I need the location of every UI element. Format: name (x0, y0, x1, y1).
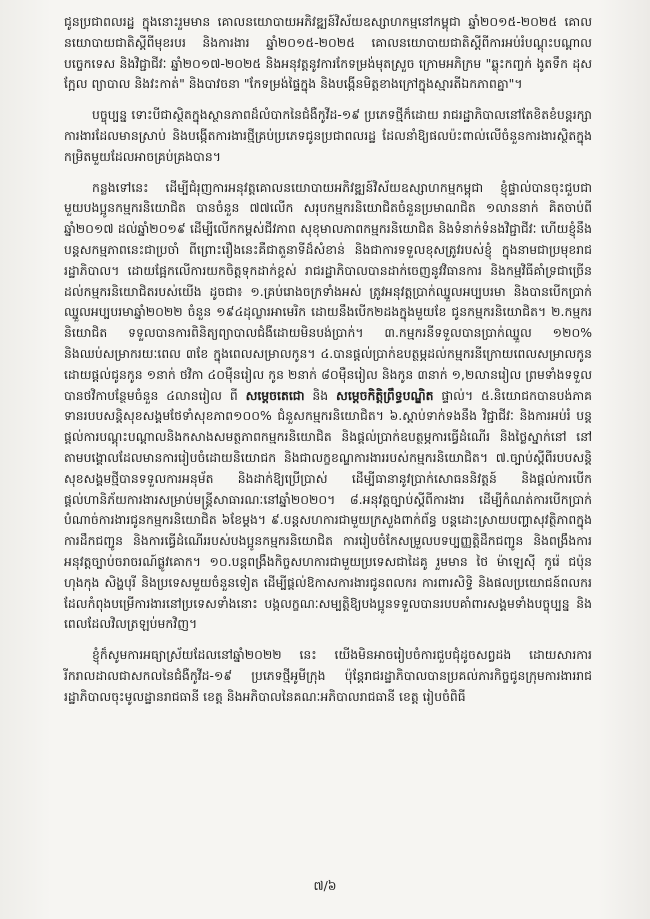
paragraph-4: ខ្ញុំក៏សូមការអធ្យាស្រ័យដែលនៅឆ្នាំ២០២២ នេះ យើងមិនអាចរៀបចំការជួបជុំដូចសព្វដង ដោយសារការរីករាលដាលជាសកលនៃជំងឺកូវីដ-១៩ ប្រភេទថ្មីអូមីក្រុង ប៉ុន្តែរាជរដ្ឋាភិបាលបានប្រគល់ភារកិច្ចជូនក្រុមការងាររាជរដ្ឋាភិបាលចុះមូលដ្ឋានរាជធានី ខេត្ត និងអភិបាលនៃគណៈអភិបាលរាជធានី ខេត្ត រៀបចំពិធី (64, 647, 592, 704)
paragraph-2: បច្ចុប្បន្ន ទោះបីជាស្ថិតក្នុងស្ថានភាពដ៏លំបាកនៃជំងឺកូវីដ-១៩ ប្រភេទថ្មីក៏ដោយ រាជរដ្ឋាភិបាលនៅតែខិតខំបន្តរក្សាការងារដែលមានស្រាប់ និងបង្កើតការងារថ្មីគ្រប់ប្រភេទជូនប្រជាពលរដ្ឋ ដែលនាំឱ្យផលប៉ះពាល់លើចំនួនការងារស្ថិតក្នុងកម្រិតមួយដែលអាចគ្រប់គ្រងបាន។ (64, 107, 592, 164)
document-body (64, 12, 592, 708)
paragraph-1: ជូនប្រជាពលរដ្ឋ ក្នុងនោះរួមមាន គោលនយោបាយអភិវឌ្ឍន៍វិស័យឧស្សាហកម្មនៅកម្ពុជា ឆ្នាំ២០១៥-២០២៥ គោលនយោបាយជាតិស្តីពីមុខរបរ និងការងារ ឆ្នាំ២០១៥-២០២៥ គោលនយោបាយជាតិស្តីពីការអប់រំបណ្តុះបណ្តាលបច្ចេកទេស និងវិជ្ជាជីវៈ ឆ្នាំ២០១៧-២០២៥ និងអនុវត្តនូវការកែទម្រង់មុតស្រួច ក្រោមអភិក្រម "ឆ្លុះកញ្ចក់ ងូតទឹក ដុសក្អែល ព្យាបាល និងវះកាត់" និងបាវចនា "កែទម្រង់ផ្ទៃក្នុង និងបង្កើនមិត្តខាងក្រៅក្នុងស្មារតីឯកភាពគ្នា"។ (64, 14, 592, 92)
honorific-techo: សម្តេចតេជោ (245, 387, 305, 403)
paragraph-3-text: កន្លងទៅនេះ ដើម្បីជំរុញការអនុវត្តគោលនយោបាយអភិវឌ្ឍន៍វិស័យឧស្សាហកម្មកម្ពុជា ខ្ញុំផ្ទាល់បានចុះជួបជាមួយបងប្អូនកម្មករនិយោជិត បានចំនួន ៧៧លើក សរុបកម្មករនិយោជិតចំនួនប្រមាណជិត ១លាននាក់ គិតចាប់ពីឆ្នាំ២០១៧ ដល់ឆ្នាំ២០១៩ ដើម្បីលើកកម្ពស់ជីវភាព សុខុមាលភាពកម្មករនិយោជិត និងទំនាក់ទំនងវិជ្ជាជីវៈ ហើយខ្ញុំនឹងបន្តសកម្មភាពនេះជាប្រចាំ ពីព្រោះរឿងនេះគឺជាតួនាទីដ៏សំខាន់ និងជាការទទួលខុសត្រូវរបស់ខ្ញុំ ក្នុងនាមជាប្រមុខរាជរដ្ឋាភិបាល។ ដោយផ្អែកលើការយកចិត្តទុកដាក់ខ្ពស់ រាជរដ្ឋាភិបាលបានដាក់ចេញនូវវិធានការ និងកម្មវិធីគាំទ្រជាច្រើនដល់កម្មករនិយោជិតរបស់យើង ដូចជា៖ ១.គ្រប់រោងចក្រទាំងអស់ ត្រូវអនុវត្តប្រាក់ឈ្នួលអប្បបរមា និងបានបើកប្រាក់ឈ្នួលអប្បបរមាឆ្នាំ២០២២ ចំនួន ១៩៤ដុល្លារអាមេរិក ដោយនឹងបើក២ដងក្នុងមួយខែ ជូនកម្មករនិយោជិត។ ២.កម្មករនិយោជិត ទទួលបានការពិនិត្យព្យាបាលជំងឺដោយមិនបង់ប្រាក់។ ៣.កម្មករនីទទួលបានប្រាក់ឈ្នួល ១២០% និងឈប់សម្រាករយៈពេល ៣ខែ ក្នុងពេលសម្រាលកូន។ ៤.បានផ្តល់ប្រាក់ឧបត្ថម្ភដល់កម្មករនីក្រោយពេលសម្រាលកូន ដោយផ្តល់ជូនកូន ១នាក់ ថវិកា ៤០ម៉ឺនរៀល កូន ២នាក់ ៨០ម៉ឺនរៀល និងកូន ៣នាក់ ១,២លានរៀល ព្រមទាំងទទួលបានថវិកាបន្ថែមចំនួន ៤លានរៀល ពី (64, 179, 592, 403)
page-number: ៧/៦ (313, 878, 337, 893)
paragraph-3 (64, 178, 592, 636)
paragraph-3-continuation: ផ្ទាល់។ ៥.និយោជកបានបង់ភាគទានរបបសន្តិសុខសង្គមថែទាំសុខភាព១០០% ជំនួសកម្មករនិយោជិត។ ៦.ស្តាប់ទាក់ទងនឹង វិជ្ជាជីវៈ និងការអប់រំ បន្តផ្តល់ការបណ្តុះបណ្តាលនិងកសាងសមត្ថភាពកម្មករនិយោជិត និងផ្តល់ប្រាក់ឧបត្ថម្ភការធ្វើដំណើរ និងថ្លៃស្នាក់នៅ នៅតាមបង្គោលដែលមានការរៀបចំដោយនិយោជក និងជាលក្ខខណ្ឌការងាររបស់កម្មករនិយោជិត។ ៧.ច្បាប់ស្តីពីរបបសន្តិសុខសង្គមថ្មីបានទទួលការអនុម័ត និងដាក់ឱ្យប្រើប្រាស់ ដើម្បីធានានូវប្រាក់សោធននិវត្តន៍ និងផ្តល់ការបើកផ្តល់ហានិភ័យការងារសម្រាប់មន្ត្រីសាធារណៈនៅឆ្នាំ២០២០។ ៨.អនុវត្តច្បាប់ស្តីពីការងារ ដើម្បីកំណត់ការបើកប្រាក់បំណាច់ការងារជូនកម្មករនិយោជិត ៦ខែម្តង។ ៩.បន្តសហការជាមួយក្រសួងពាក់ព័ន្ធ បន្តដោះស្រាយបញ្ហាសុវត្ថិភាពក្នុងការដឹកជញ្ជូន និងការធ្វើដំណើររបស់បងប្អូនកម្មករនិយោជិត ការរៀបចំកែសម្រួលបទប្បញ្ញត្តិដឹកជញ្ជូន និងពង្រឹងការអនុវត្តច្បាប់ចរាចរណ៍ផ្លូវគោក។ ១០.បន្តពង្រឹងកិច្ចសហការជាមួយប្រទេសជាដៃគូ រួមមាន ថៃ ម៉ាឡេស៊ី កូរ៉េ ជប៉ុន ហុងកុង សិង្ហបុរី និងប្រទេសមួយចំនួនទៀត ដើម្បីផ្តល់ឱកាសការងារជូនពលករ ការពារសិទ្ធិ និងផលប្រយោជន៍ពលករ ដែលកំពុងបម្រើការងារនៅប្រទេសទាំងនោះ បង្កលក្ខណៈសម្បត្តិឱ្យបងប្អូនទទួលបានរបបគាំពារសង្គមទាំងបច្ចុប្បន្ន និងពេលដែលវិលត្រឡប់មកវិញ។ (64, 387, 592, 632)
honorific-kittiprittbandit: សម្តេចកិត្តិព្រឹទ្ធបណ្ឌិត (336, 387, 434, 403)
paragraph-3-conjunction: និង (304, 387, 337, 403)
